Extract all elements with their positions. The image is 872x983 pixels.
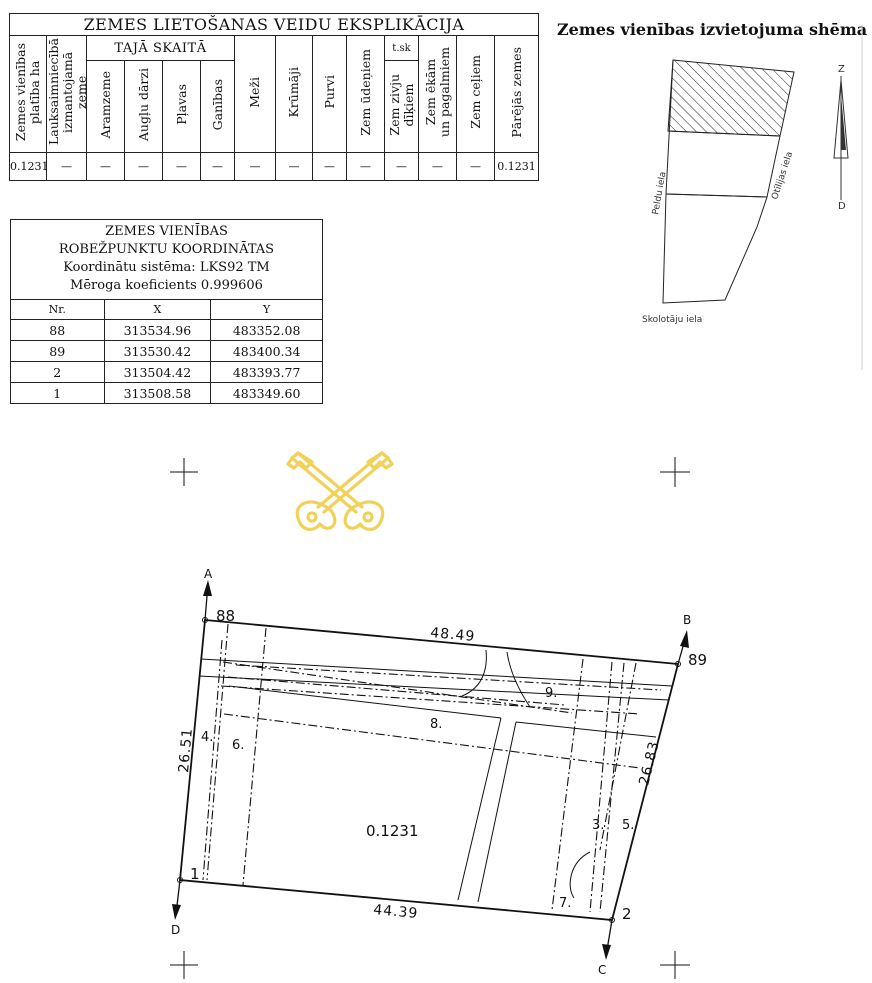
inner-division-lines [199, 650, 672, 902]
point-label-1: 1 [190, 865, 200, 883]
length-bottom: 44.39 [372, 902, 419, 922]
coordinates-title-line: ROBEŽPUNKTU KOORDINĀTAS [58, 242, 275, 257]
arrow-label-a: A [204, 567, 213, 581]
location-scheme-title: Zemes vienības izvietojuma shēma [557, 20, 868, 39]
arrow-label-d: D [171, 923, 181, 937]
coordinates-header-y: Y [211, 300, 323, 320]
explication-col-water: Zem ūdeņiem [347, 36, 385, 153]
zone-label-7: 7. [559, 896, 572, 911]
point-nr: 2 [11, 362, 105, 383]
road-curve [570, 852, 590, 898]
point-y: 483400.34 [211, 341, 323, 362]
explication-value: — [347, 153, 385, 181]
zone-label-3: 3. [592, 818, 605, 833]
explication-col-orchards: Augļu dārzi [125, 61, 163, 153]
explication-value: — [457, 153, 495, 181]
explication-value: — [235, 153, 276, 181]
explication-col-fish-ponds: Zem zivju dīķiem [385, 61, 419, 153]
arrow-d-icon [172, 904, 181, 920]
explication-col-buildings: Zem ēkām un pagalmiem [419, 36, 457, 153]
parcel-area-label: 0.1231 [366, 822, 419, 840]
coordinates-header-nr: Nr. [11, 300, 105, 320]
explication-col-other: Pārējās zemes [495, 36, 539, 153]
length-right: 26.83 [636, 739, 663, 787]
explication-col-arable: Aramzeme [87, 61, 125, 153]
point-nr: 1 [11, 383, 105, 404]
explication-value: — [385, 153, 419, 181]
coordinates-title-line: ZEMES VIENĪBAS [105, 224, 228, 239]
zone-label-5: 5. [622, 818, 635, 833]
explication-title: ZEMES LIETOŠANAS VEIDU EKSPLIKĀCIJA [10, 14, 539, 36]
street-label-otilijas: Otīlijas iela [770, 150, 796, 201]
coordinates-system: Koordinātu sistēma: LKS92 TM [63, 260, 270, 275]
point-x: 313534.96 [104, 320, 211, 341]
explication-value: — [201, 153, 235, 181]
explication-value: — [276, 153, 313, 181]
point-x: 313530.42 [104, 341, 211, 362]
explication-value: — [125, 153, 163, 181]
explication-col-total-area: Zemes vienības platība ha [10, 36, 47, 153]
explication-value: — [87, 153, 125, 181]
explication-col-agricultural: Lauksaimniecībā izmantojamā zeme [47, 36, 87, 153]
point-y: 483352.08 [211, 320, 323, 341]
explication-tsk-label: t.sk [385, 36, 419, 61]
length-left: 26.51 [176, 727, 196, 774]
south-label: D [838, 201, 846, 212]
arrow-b-icon [680, 630, 689, 648]
explication-col-roads: Zem ceļiem [457, 36, 495, 153]
explication-col-meadows: Pļavas [163, 61, 201, 153]
explication-value: 0.1231 [10, 153, 47, 181]
zone-label-6: 6. [232, 738, 245, 753]
easement-lines [203, 624, 661, 912]
point-label-88: 88 [216, 607, 236, 625]
coordinates-header-x: X [104, 300, 211, 320]
explication-col-pastures: Ganības [201, 61, 235, 153]
north-label: Z [838, 64, 845, 75]
point-y: 483349.60 [211, 383, 323, 404]
explication-value: 0.1231 [495, 153, 539, 181]
zone-label-4: 4. [201, 730, 214, 745]
explication-value: — [163, 153, 201, 181]
point-x: 313508.58 [104, 383, 211, 404]
street-label-peldu: Peldu iela [651, 170, 669, 216]
zone-label-9: 9. [545, 686, 558, 701]
explication-value: — [419, 153, 457, 181]
coordinates-scale-factor: Mēroga koeficients 0.999606 [70, 278, 263, 293]
explication-col-shrubs: Krūmāji [276, 36, 313, 153]
explication-col-forests: Meži [235, 36, 276, 153]
street-label-skolotaju: Skolotāju iela [642, 315, 703, 325]
explication-value: — [313, 153, 347, 181]
point-x: 313504.42 [104, 362, 211, 383]
arrow-a-icon [203, 580, 212, 596]
point-y: 483393.77 [211, 362, 323, 383]
arrow-label-b: B [683, 613, 692, 627]
arrow-label-c: C [598, 963, 607, 977]
point-label-89: 89 [688, 651, 708, 669]
zone-label-8: 8. [430, 717, 443, 732]
explication-value: — [47, 153, 87, 181]
point-nr: 89 [11, 341, 105, 362]
explication-subheader: TAJĀ SKAITĀ [87, 36, 235, 61]
point-label-2: 2 [622, 905, 632, 923]
parcel-boundary [180, 620, 678, 920]
explication-col-swamps: Purvi [313, 36, 347, 153]
arrow-c-icon [602, 944, 611, 960]
point-nr: 88 [11, 320, 105, 341]
length-top: 48.49 [429, 625, 476, 645]
